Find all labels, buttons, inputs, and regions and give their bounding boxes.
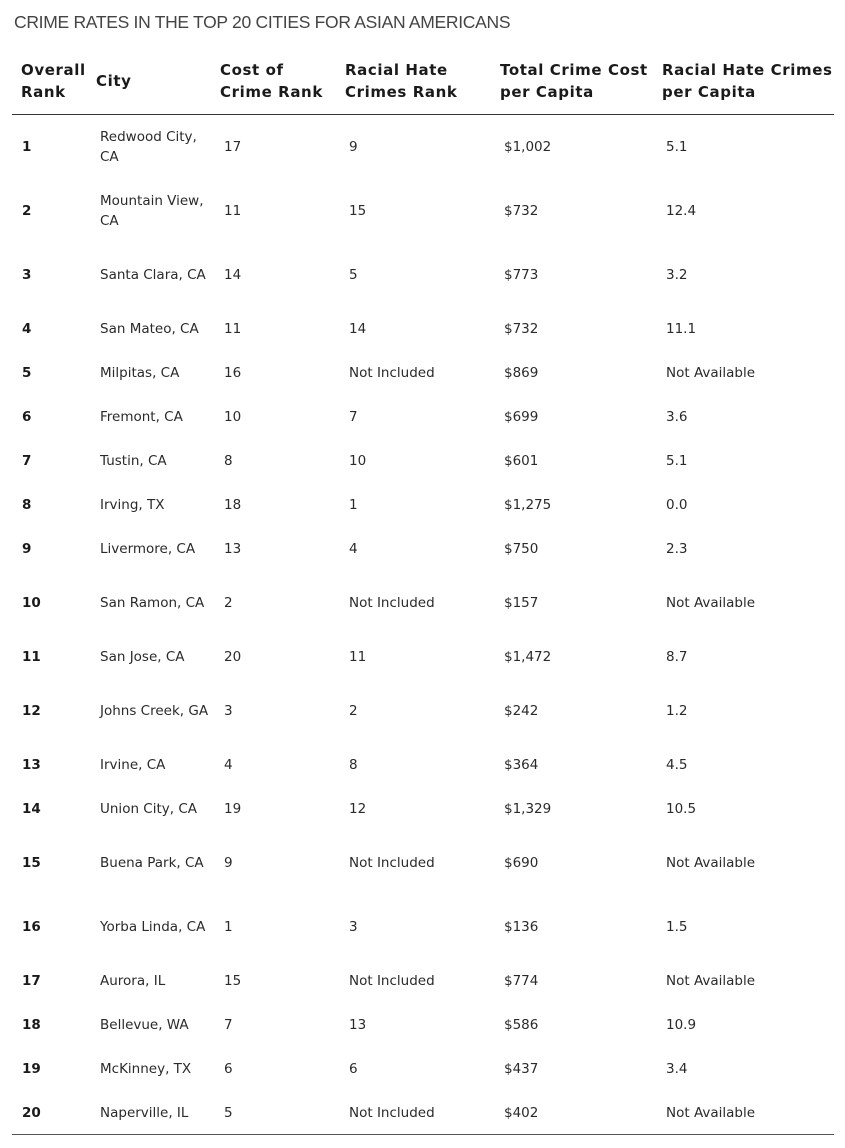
cell-racial-hate-crimes-rank: 11 [349,649,367,665]
cell-total-crime-cost-per-capita: $732 [504,203,539,219]
cell-city: Redwood City, CA [100,129,197,165]
cell-overall-rank: 17 [22,973,41,989]
cell-total-crime-cost-per-capita: $242 [504,703,539,719]
cell-racial-hate-crimes-per-capita: 4.5 [666,757,688,773]
cell-city: Naperville, IL [100,1105,189,1121]
table-row [12,351,834,395]
cell-racial-hate-crimes-rank: 1 [349,497,358,513]
header-overall-rank: Overall Rank [21,61,86,101]
cell-overall-rank: 18 [22,1017,41,1033]
cell-cost-of-crime-rank: 13 [224,541,242,557]
cell-total-crime-cost-per-capita: $402 [504,1105,539,1121]
cell-racial-hate-crimes-rank: 15 [349,203,367,219]
table-row [12,115,834,179]
table-row [12,483,834,527]
cell-cost-of-crime-rank: 4 [224,757,233,773]
cell-city: Bellevue, WA [100,1017,189,1033]
cell-city: Tustin, CA [100,453,167,469]
table-header [12,48,834,115]
cell-cost-of-crime-rank: 1 [224,919,233,935]
cell-cost-of-crime-rank: 6 [224,1061,233,1077]
cell-overall-rank: 19 [22,1061,41,1077]
cell-racial-hate-crimes-rank: 4 [349,541,358,557]
cell-total-crime-cost-per-capita: $437 [504,1061,539,1077]
table-row [12,1047,834,1091]
cell-city: San Jose, CA [100,649,185,665]
cell-racial-hate-crimes-per-capita: Not Available [666,855,756,871]
cell-overall-rank: 14 [22,801,41,817]
cell-total-crime-cost-per-capita: $157 [504,595,539,611]
header-total-crime-cost-per-capita: Total Crime Cost per Capita [500,61,648,101]
header-cost-of-crime-rank: Cost of Crime Rank [220,61,323,101]
cell-overall-rank: 15 [22,855,41,871]
cell-racial-hate-crimes-rank: Not Included [349,365,435,381]
table-row [12,743,834,787]
cell-city: Santa Clara, CA [100,267,206,283]
cell-overall-rank: 8 [22,497,32,513]
cell-city: Milpitas, CA [100,365,180,381]
table-row [12,307,834,351]
table-bottom-rule [12,1134,834,1135]
cell-racial-hate-crimes-per-capita: Not Available [666,365,756,381]
cell-racial-hate-crimes-per-capita: 1.2 [666,703,688,719]
cell-overall-rank: 13 [22,757,41,773]
cell-cost-of-crime-rank: 7 [224,1017,233,1033]
cell-racial-hate-crimes-per-capita: 5.1 [666,139,688,155]
cell-total-crime-cost-per-capita: $750 [504,541,539,557]
header-city: City [96,72,132,90]
cell-racial-hate-crimes-per-capita: 12.4 [666,203,697,219]
cell-overall-rank: 5 [22,365,32,381]
cell-total-crime-cost-per-capita: $1,472 [504,649,552,665]
cell-racial-hate-crimes-per-capita: 1.5 [666,919,688,935]
table-row [12,959,834,1003]
cell-total-crime-cost-per-capita: $732 [504,321,539,337]
cell-city: Livermore, CA [100,541,196,557]
cell-cost-of-crime-rank: 8 [224,453,233,469]
cell-city: Irving, TX [100,497,165,513]
cell-city: Buena Park, CA [100,855,204,871]
cell-total-crime-cost-per-capita: $774 [504,973,539,989]
cell-cost-of-crime-rank: 3 [224,703,233,719]
cell-overall-rank: 3 [22,267,32,283]
table-row [12,243,834,307]
cell-cost-of-crime-rank: 20 [224,649,242,665]
cell-city: Irvine, CA [100,757,166,773]
cell-city: Johns Creek, GA [100,703,209,719]
table-row [12,571,834,635]
cell-cost-of-crime-rank: 19 [224,801,242,817]
cell-racial-hate-crimes-rank: 14 [349,321,367,337]
cell-racial-hate-crimes-rank: 8 [349,757,358,773]
cell-racial-hate-crimes-rank: Not Included [349,973,435,989]
cell-total-crime-cost-per-capita: $690 [504,855,539,871]
cell-racial-hate-crimes-rank: 9 [349,139,358,155]
cell-overall-rank: 20 [22,1105,41,1121]
cell-cost-of-crime-rank: 18 [224,497,242,513]
table-row [12,787,834,831]
cell-cost-of-crime-rank: 5 [224,1105,233,1121]
header-racial-hate-crimes-per-capita: Racial Hate Crimes per Capita [662,61,833,101]
cell-overall-rank: 6 [22,409,32,425]
cell-racial-hate-crimes-per-capita: Not Available [666,1105,756,1121]
cell-cost-of-crime-rank: 15 [224,973,242,989]
cell-total-crime-cost-per-capita: $869 [504,365,539,381]
cell-racial-hate-crimes-rank: Not Included [349,1105,435,1121]
cell-city: Yorba Linda, CA [100,919,206,935]
cell-city: San Ramon, CA [100,595,205,611]
table-row [12,527,834,571]
cell-overall-rank: 4 [22,321,32,337]
cell-racial-hate-crimes-per-capita: 3.6 [666,409,688,425]
cell-total-crime-cost-per-capita: $1,002 [504,139,552,155]
cell-total-crime-cost-per-capita: $1,329 [504,801,552,817]
cell-cost-of-crime-rank: 11 [224,321,242,337]
cell-overall-rank: 9 [22,541,32,557]
table-row [12,179,834,243]
cell-overall-rank: 10 [22,595,41,611]
table-row [12,679,834,743]
cell-total-crime-cost-per-capita: $136 [504,919,539,935]
table-row [12,1091,834,1135]
cell-total-crime-cost-per-capita: $601 [504,453,539,469]
page-title: CRIME RATES IN THE TOP 20 CITIES FOR ASIAN AMERICANS [14,12,511,32]
cell-cost-of-crime-rank: 14 [224,267,242,283]
table-row [12,395,834,439]
cell-racial-hate-crimes-per-capita: 8.7 [666,649,688,665]
cell-racial-hate-crimes-per-capita: 11.1 [666,321,697,337]
cell-overall-rank: 1 [22,139,32,155]
table-row [12,1003,834,1047]
cell-racial-hate-crimes-per-capita: 0.0 [666,497,688,513]
cell-racial-hate-crimes-rank: 3 [349,919,358,935]
cell-total-crime-cost-per-capita: $364 [504,757,539,773]
cell-city: Mountain View, CA [100,193,204,229]
cell-racial-hate-crimes-per-capita: 5.1 [666,453,688,469]
header-racial-hate-crimes-rank: Racial Hate Crimes Rank [345,61,458,101]
cell-racial-hate-crimes-rank: 12 [349,801,367,817]
cell-total-crime-cost-per-capita: $699 [504,409,539,425]
cell-racial-hate-crimes-rank: 6 [349,1061,358,1077]
cell-cost-of-crime-rank: 10 [224,409,242,425]
cell-racial-hate-crimes-per-capita: 3.2 [666,267,688,283]
cell-cost-of-crime-rank: 9 [224,855,233,871]
cell-racial-hate-crimes-rank: 13 [349,1017,367,1033]
table-row [12,635,834,679]
cell-overall-rank: 2 [22,203,32,219]
cell-cost-of-crime-rank: 2 [224,595,233,611]
table-row [12,439,834,483]
cell-racial-hate-crimes-per-capita: 10.9 [666,1017,697,1033]
cell-racial-hate-crimes-rank: Not Included [349,855,435,871]
cell-total-crime-cost-per-capita: $1,275 [504,497,552,513]
cell-racial-hate-crimes-per-capita: Not Available [666,973,756,989]
cell-city: McKinney, TX [100,1061,192,1077]
cell-racial-hate-crimes-rank: 10 [349,453,367,469]
cell-total-crime-cost-per-capita: $586 [504,1017,539,1033]
cell-racial-hate-crimes-rank: 7 [349,409,358,425]
crime-rates-table [12,48,834,1136]
cell-city: Aurora, IL [100,973,166,989]
cell-overall-rank: 7 [22,453,32,469]
cell-city: Union City, CA [100,801,197,817]
cell-racial-hate-crimes-per-capita: 3.4 [666,1061,688,1077]
cell-overall-rank: 12 [22,703,41,719]
cell-racial-hate-crimes-per-capita: 2.3 [666,541,688,557]
cell-racial-hate-crimes-per-capita: Not Available [666,595,756,611]
cell-overall-rank: 11 [22,649,41,665]
table-row [12,831,834,895]
cell-racial-hate-crimes-rank: 2 [349,703,358,719]
cell-cost-of-crime-rank: 11 [224,203,242,219]
cell-cost-of-crime-rank: 17 [224,139,242,155]
cell-racial-hate-crimes-per-capita: 10.5 [666,801,697,817]
table-row [12,895,834,959]
cell-city: San Mateo, CA [100,321,199,337]
cell-racial-hate-crimes-rank: Not Included [349,595,435,611]
cell-overall-rank: 16 [22,919,41,935]
cell-total-crime-cost-per-capita: $773 [504,267,539,283]
cell-city: Fremont, CA [100,409,183,425]
cell-racial-hate-crimes-rank: 5 [349,267,358,283]
cell-cost-of-crime-rank: 16 [224,365,242,381]
